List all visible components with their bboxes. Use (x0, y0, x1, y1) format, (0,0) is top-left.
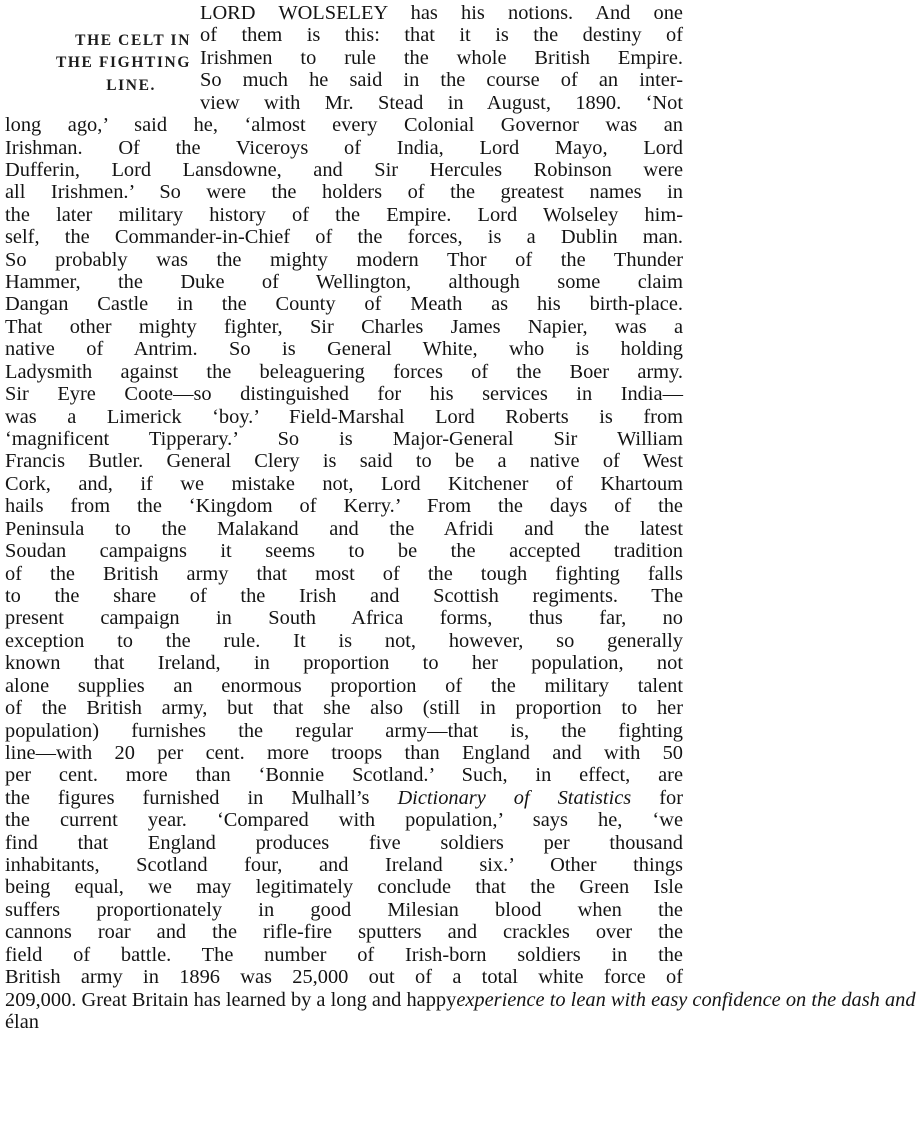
text-segment: for (631, 786, 684, 809)
text-line: was a Limerick ‘boy.’ Field-Marshal Lord Roberts is from (5, 405, 683, 428)
text-line: to the share of the Irish and Scottish regiments. The (5, 584, 683, 607)
text-line: per cent. more than ‘Bonnie Scotland.’ Such, in effect, are (5, 764, 683, 787)
book-title: Dictionary of Statistics (397, 786, 632, 809)
text-line: find that England produces five soldiers per thousand (5, 831, 683, 854)
text-line: all Irishmen.’ So were the holders of the greatest names in (5, 181, 683, 204)
text-line: native of Antrim. So is General White, who is holding (5, 338, 683, 361)
text-line: Soudan campaigns it seems to be the accepted tradition (5, 540, 683, 563)
text-line: So probably was the mighty modern Thor of the Thunder (5, 248, 683, 271)
text-line: That other mighty fighter, Sir Charles James Napier, was a (5, 315, 683, 338)
text-line-with-title (5, 787, 683, 809)
margin-sidenote (5, 30, 191, 97)
text-line: the later military history of the Empire. Lord Wolseley him- (5, 203, 683, 226)
text-line: long ago,’ said he, ‘almost every Colonial Governor was an (5, 114, 683, 137)
text-line: LORD WOLSELEY has his notions. And one (200, 2, 683, 24)
text-line: of them is this: that it is the destiny of (200, 24, 683, 47)
text-segment: 209,000. Great Britain has learned by a long and happy (5, 988, 457, 1011)
text-line: inhabitants, Scotland four, and Ireland six.’ Other things (5, 854, 683, 877)
text-line: Dangan Castle in the County of Meath as his birth-place. (5, 293, 683, 316)
text-line: line—with 20 per cent. more troops than England and with 50 (5, 741, 683, 764)
text-line: the current year. ‘Compared with population,’ says he, ‘we (5, 809, 683, 832)
text-line: cannons roar and the rifle-fire sputters and crackles over the (5, 921, 683, 944)
text-line: suffers proportionately in good Milesian blood when the (5, 898, 683, 921)
document-page (5, 2, 916, 1033)
text-line: known that Ireland, in proportion to her population, not (5, 652, 683, 675)
text-line: being equal, we may legitimately conclude that the Green Isle (5, 876, 683, 899)
text-line: Cork, and, if we mistake not, Lord Kitchener of Khartoum (5, 472, 683, 495)
text-line: of the British army that most of the tough fighting falls (5, 562, 683, 585)
text-line: So much he said in the course of an inter- (200, 69, 683, 92)
sidenote-line-1: THE CELT IN (75, 32, 191, 49)
text-line: Irishmen to rule the whole British Empire. (200, 46, 683, 69)
text-line: Peninsula to the Malakand and the Afridi and the latest (5, 517, 683, 540)
text-line: élan (5, 1010, 39, 1033)
sidenote-line-3: LINE. (106, 76, 156, 94)
text-line: Hammer, the Duke of Wellington, although some claim (5, 271, 683, 294)
text-line: British army in 1896 was 25,000 out of a total white force of (5, 966, 683, 989)
text-line: Francis Butler. General Clery is said to be a native of West (5, 450, 683, 473)
text-line: view with Mr. Stead in August, 1890. ‘Not (200, 91, 683, 114)
text-line: Irishman. Of the Viceroys of India, Lord Mayo, Lord (5, 136, 683, 159)
text-line: Sir Eyre Coote—so distinguished for his services in India— (5, 383, 683, 406)
text-line: alone supplies an enormous proportion of the military talent (5, 674, 683, 697)
text-line: ‘magnificent Tipperary.’ So is Major-General Sir William (5, 428, 683, 451)
text-line: of the British army, but that she also (still in proportion to her (5, 697, 683, 720)
text-line: self, the Commander-in-Chief of the forces, is a Dublin man. (5, 226, 683, 249)
text-line: Dufferin, Lord Lansdowne, and Sir Hercules Robinson were (5, 158, 683, 181)
text-segment: the figures furnished in Mulhall’s (5, 786, 398, 809)
sidenote-line-2: THE FIGHTING (55, 54, 191, 72)
text-line: exception to the rule. It is not, however, so generally (5, 629, 683, 652)
text-line: present campaign in South Africa forms, thus far, no (5, 607, 683, 630)
article-paragraph (5, 2, 916, 1033)
text-line: population) furnishes the regular army—that is, the fighting (5, 719, 683, 742)
text-line: hails from the ‘Kingdom of Kerry.’ From the days of the (5, 495, 683, 518)
italic-word: experience to lean with easy confidence on the dash and (456, 988, 916, 1011)
text-line: field of battle. The number of Irish-born soldiers in the (5, 943, 683, 966)
text-line: Ladysmith against the beleaguering forces of the Boer army. (5, 360, 683, 383)
text-line-with-italic (5, 988, 916, 1011)
